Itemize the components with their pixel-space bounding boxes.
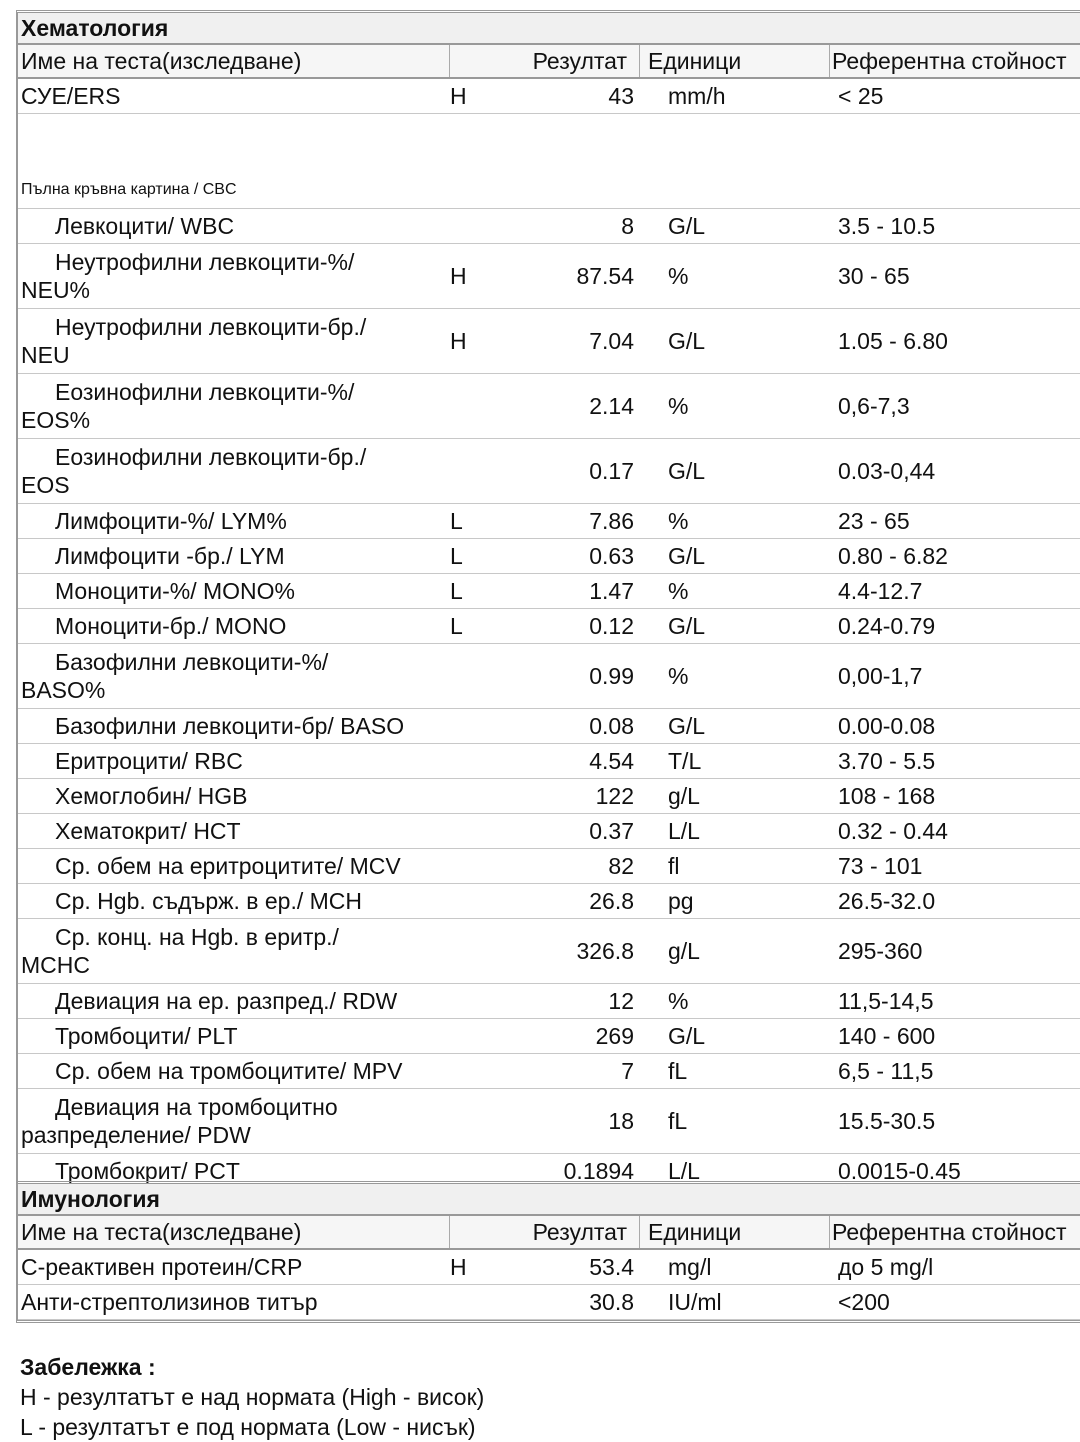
units: % [668, 987, 689, 1014]
reference-range: 295-360 [838, 937, 923, 964]
note-line: H - резултатът е над нормата (High - висок) [20, 1384, 485, 1410]
result-value: 1.47 [589, 577, 634, 604]
units: L/L [668, 1157, 700, 1184]
test-name: Базофилни левкоцити-%/ BASO% [21, 649, 329, 703]
result-value: 0.12 [589, 612, 634, 639]
flag: H [450, 327, 467, 354]
test-name: Базофилни левкоцити-бр/ BASO [55, 713, 405, 739]
table-row [18, 919, 1080, 984]
test-name: Еозинофилни левкоцити-%/ EOS% [21, 379, 355, 433]
units: mg/l [668, 1253, 712, 1280]
result-value: 7.04 [589, 327, 634, 354]
result-value: 269 [595, 1022, 634, 1049]
reference-range: 11,5-14,5 [838, 987, 934, 1014]
reference-range: 73 - 101 [838, 852, 923, 879]
table-row [18, 79, 1080, 114]
table-row [18, 574, 1080, 609]
result-value: 7 [621, 1057, 634, 1084]
section-title: Хематология [18, 13, 1080, 45]
reference-range: 0.80 - 6.82 [838, 542, 948, 569]
units: % [668, 262, 689, 289]
test-name: Моноцити-%/ MONO% [55, 578, 295, 604]
table-row [18, 779, 1080, 814]
reference-range: 108 - 168 [838, 782, 936, 809]
col-units-header: Единици [640, 45, 830, 77]
reference-range: 3.70 - 5.5 [838, 747, 936, 774]
result-value: 53.4 [589, 1253, 634, 1280]
units: G/L [668, 327, 706, 354]
test-name: Ср. обем на тромбоцитите/ MPV [55, 1058, 403, 1084]
units: G/L [668, 542, 706, 569]
flag: H [450, 262, 467, 289]
units: G/L [668, 1022, 706, 1049]
table-row [18, 539, 1080, 574]
reference-range: до 5 mg/l [838, 1253, 934, 1280]
result-value: 12 [608, 987, 634, 1014]
flag: L [450, 612, 463, 639]
result-value: 0.99 [589, 662, 634, 689]
units: G/L [668, 612, 706, 639]
col-name-header: Име на теста(изследване) [18, 1216, 450, 1248]
table-row [18, 884, 1080, 919]
test-name: Девиация на ер. разпред./ RDW [55, 988, 398, 1014]
test-name: Лимфоцити -бр./ LYM [55, 543, 285, 569]
units: mm/h [668, 82, 726, 109]
col-units-header: Единици [640, 1216, 830, 1248]
immunology-table [16, 1181, 1080, 1323]
reference-range: 140 - 600 [838, 1022, 936, 1049]
result-value: 26.8 [589, 887, 634, 914]
result-value: 2.14 [589, 392, 634, 419]
table-row [18, 609, 1080, 644]
reference-range: 23 - 65 [838, 507, 910, 534]
column-header-row [18, 1216, 1080, 1250]
test-name: Девиация на тромбоцитно разпределение/ PDW [21, 1094, 338, 1148]
note-line: L - резултатът е под нормата (Low - нисък) [20, 1414, 476, 1440]
flag: H [450, 82, 467, 109]
units: % [668, 577, 689, 604]
table-row [18, 1285, 1080, 1320]
table-row [18, 709, 1080, 744]
table-row [18, 504, 1080, 539]
test-name: Лимфоцити-%/ LYM% [55, 508, 287, 534]
reference-range: 0,6-7,3 [838, 392, 910, 419]
test-name: Ср. Hgb. съдърж. в ер./ MCH [55, 888, 363, 914]
table-row [18, 209, 1080, 244]
table-row [18, 309, 1080, 374]
units: pg [668, 887, 694, 914]
table-row [18, 374, 1080, 439]
units: G/L [668, 457, 706, 484]
test-name: СУЕ/ERS [21, 83, 121, 109]
column-header-row [18, 45, 1080, 79]
test-name: Ср. обем на еритроцитите/ MCV [55, 853, 401, 879]
col-name-header: Име на теста(изследване) [18, 45, 450, 77]
result-value: 82 [608, 852, 634, 879]
test-name: Ср. конц. на Hgb. в еритр./ MCHC [21, 924, 339, 978]
note-title: Забележка : [20, 1354, 156, 1380]
units: L/L [668, 817, 700, 844]
units: g/L [668, 782, 700, 809]
test-name: Еозинофилни левкоцити-бр./ EOS [21, 444, 367, 498]
result-value: 0.1894 [563, 1157, 634, 1184]
units: % [668, 662, 689, 689]
hematology-table [16, 10, 1080, 1192]
section-title: Имунология [18, 1184, 1080, 1216]
result-value: 0.17 [589, 457, 634, 484]
result-value: 18 [608, 1107, 634, 1134]
group-title-text: Пълна кръвна картина / CBC [21, 181, 237, 198]
test-name: Моноцити-бр./ MONO [55, 613, 287, 639]
col-reference-header: Референтна стойност [832, 1219, 1067, 1245]
test-name: Хематокрит/ HCT [55, 818, 241, 844]
result-value: 30.8 [589, 1288, 634, 1315]
result-value: 0.63 [589, 542, 634, 569]
reference-range: 0.24-0.79 [838, 612, 936, 639]
table-row [18, 244, 1080, 309]
test-name: Тромбоцити/ PLT [55, 1023, 238, 1049]
test-name: Хемоглобин/ HGB [55, 783, 248, 809]
reference-range: 0.00-0.08 [838, 712, 936, 739]
result-value: 0.08 [589, 712, 634, 739]
reference-range: <200 [838, 1288, 890, 1315]
table-row [18, 644, 1080, 709]
flag: L [450, 507, 463, 534]
col-result-header: Резултат [450, 45, 640, 77]
test-name: Тромбокрит/ PCT [55, 1158, 240, 1184]
reference-range: 1.05 - 6.80 [838, 327, 948, 354]
test-name: Неутрофилни левкоцити-бр./ NEU [21, 314, 367, 368]
result-value: 8 [621, 212, 634, 239]
col-reference-header: Референтна стойност [832, 48, 1067, 74]
table-row [18, 744, 1080, 779]
table-row [18, 439, 1080, 504]
reference-range: < 25 [838, 82, 884, 109]
units: % [668, 507, 689, 534]
test-name: Неутрофилни левкоцити-%/ NEU% [21, 249, 355, 303]
reference-range: 30 - 65 [838, 262, 910, 289]
units: fL [668, 1107, 688, 1134]
col-result-header: Резултат [450, 1216, 640, 1248]
table-row [18, 1054, 1080, 1089]
test-name: Левкоцити/ WBC [55, 213, 235, 239]
result-value: 0.37 [589, 817, 634, 844]
table-row [18, 984, 1080, 1019]
units: % [668, 392, 689, 419]
units: IU/ml [668, 1288, 722, 1315]
reference-range: 0.32 - 0.44 [838, 817, 948, 844]
test-name: Еритроцити/ RBC [55, 748, 243, 774]
reference-range: 3.5 - 10.5 [838, 212, 936, 239]
reference-range: 15.5-30.5 [838, 1107, 936, 1134]
table-row [18, 849, 1080, 884]
result-value: 122 [595, 782, 634, 809]
units: fl [668, 852, 680, 879]
table-row [18, 1089, 1080, 1154]
reference-range: 0.0015-0.45 [838, 1157, 961, 1184]
units: G/L [668, 212, 706, 239]
test-name: С-реактивен протеин/CRP [21, 1254, 303, 1280]
result-value: 43 [608, 82, 634, 109]
spacer-row [18, 114, 1080, 176]
table-row [18, 1019, 1080, 1054]
result-value: 4.54 [589, 747, 634, 774]
result-value: 326.8 [576, 937, 634, 964]
flag: L [450, 542, 463, 569]
table-row [18, 1250, 1080, 1285]
reference-range: 0.03-0,44 [838, 457, 936, 484]
units: T/L [668, 747, 702, 774]
flag: H [450, 1253, 467, 1280]
units: G/L [668, 712, 706, 739]
reference-range: 4.4-12.7 [838, 577, 923, 604]
result-value: 87.54 [576, 262, 634, 289]
group-title [18, 176, 1080, 209]
reference-range: 26.5-32.0 [838, 887, 936, 914]
units: fL [668, 1057, 688, 1084]
legend-note [20, 1352, 484, 1442]
result-value: 7.86 [589, 507, 634, 534]
reference-range: 6,5 - 11,5 [838, 1057, 934, 1084]
units: g/L [668, 937, 700, 964]
table-row [18, 814, 1080, 849]
flag: L [450, 577, 463, 604]
test-name: Анти-стрептолизинов титър [21, 1289, 318, 1315]
reference-range: 0,00-1,7 [838, 662, 923, 689]
